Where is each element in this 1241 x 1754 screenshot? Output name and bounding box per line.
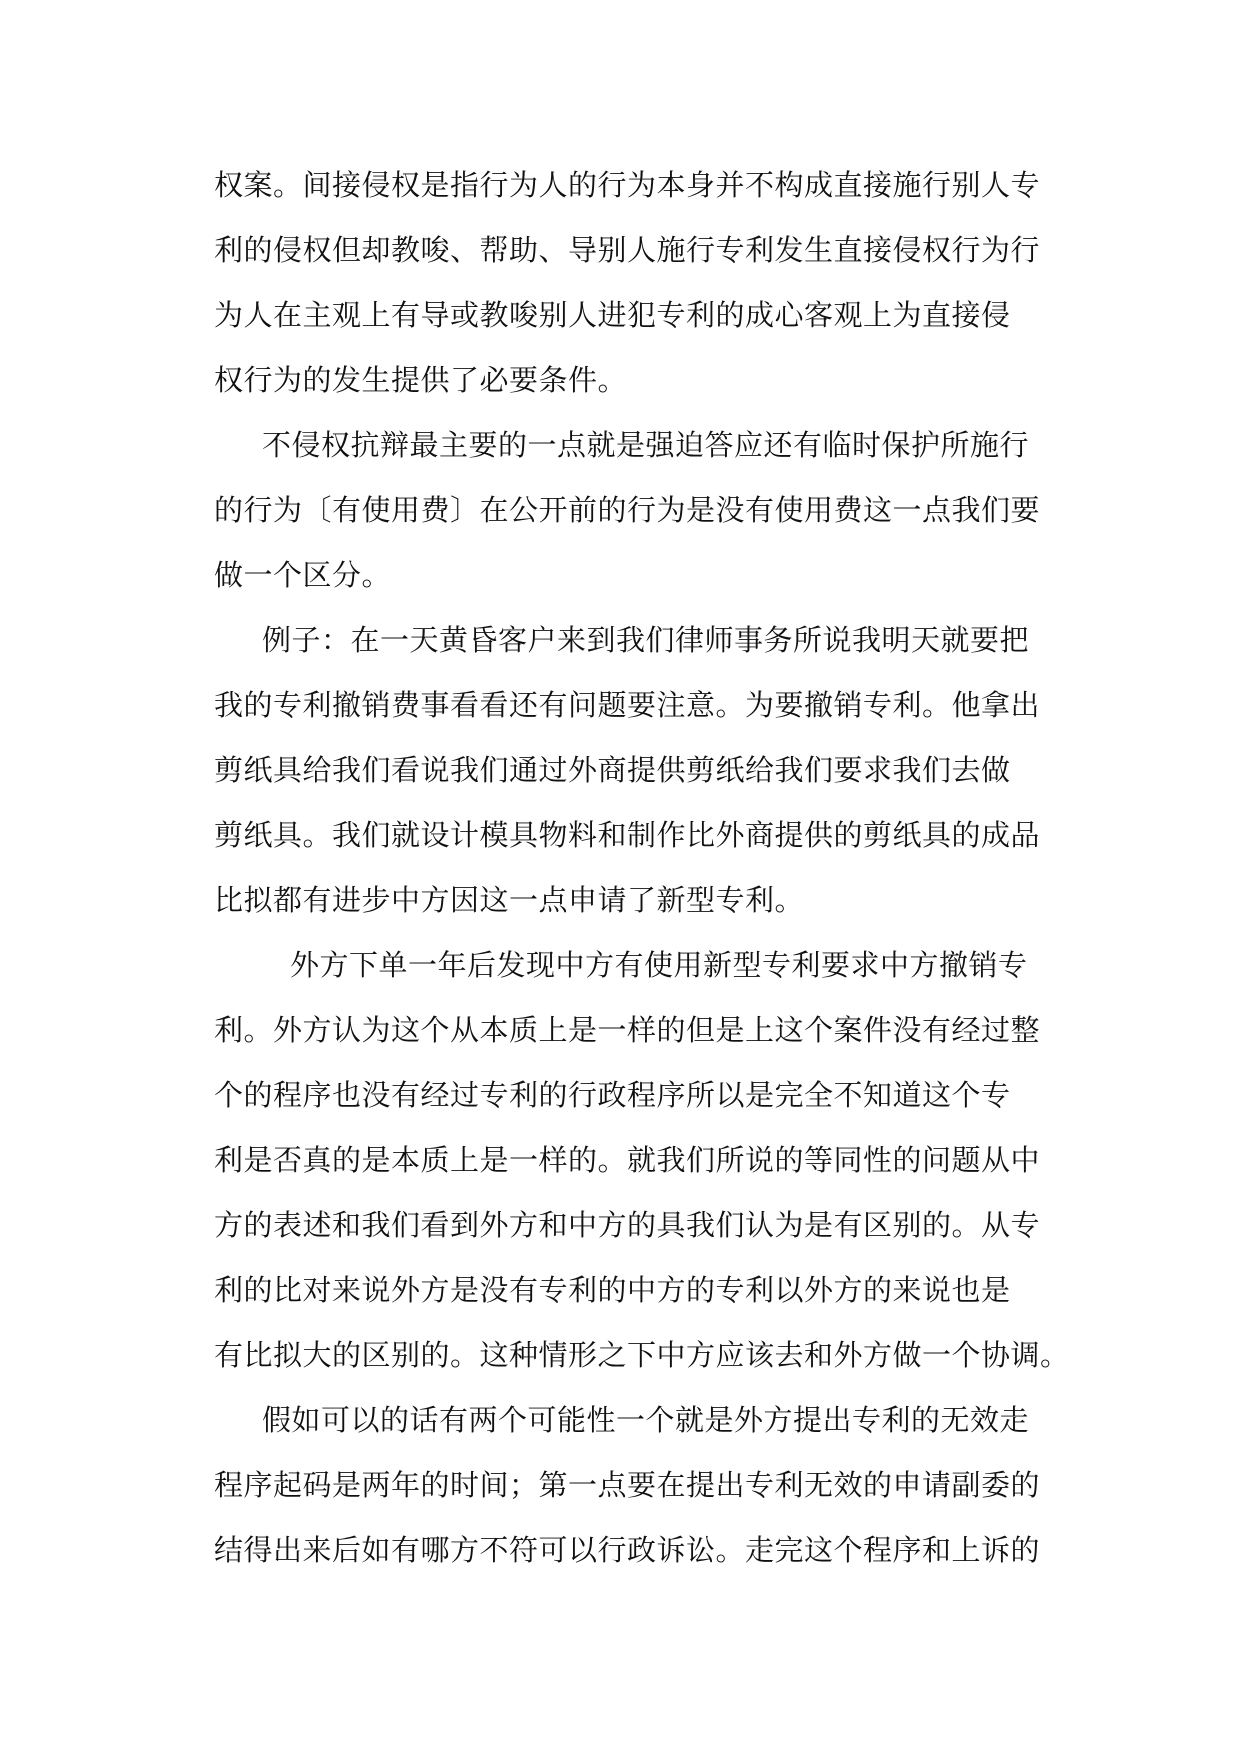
text-line: 我的专利撤销费事看看还有问题要注意。为要撤销专利。他拿出 [214,688,1041,722]
text-line: 做一个区分。 [214,558,392,592]
text-line: 利的侵权但却教唆、帮助、导别人施行专利发生直接侵权行为行 [214,233,1041,267]
text-line: 利是否真的是本质上是一样的。就我们所说的等同性的问题从中 [214,1143,1041,1177]
text-line: 例子：在一天黄昏客户来到我们律师事务所说我明天就要把 [262,623,1030,657]
text-line: 结得出来后如有哪方不符可以行政诉讼。走完这个程序和上诉的 [214,1533,1041,1567]
text-line: 比拟都有进步中方因这一点申请了新型专利。 [214,883,805,917]
text-line: 权行为的发生提供了必要条件。 [214,363,628,397]
text-line: 不侵权抗辩最主要的一点就是强迫答应还有临时保护所施行 [262,428,1030,462]
text-line: 的行为〔有使用费〕在公开前的行为是没有使用费这一点我们要 [214,493,1041,527]
text-line: 假如可以的话有两个可能性一个就是外方提出专利的无效走 [262,1403,1030,1437]
text-line: 利。外方认为这个从本质上是一样的但是上这个案件没有经过整 [214,1013,1041,1047]
text-line: 方的表述和我们看到外方和中方的具我们认为是有区别的。从专 [214,1208,1041,1242]
text-line: 利的比对来说外方是没有专利的中方的专利以外方的来说也是 [214,1273,1011,1307]
text-line: 有比拟大的区别的。这种情形之下中方应该去和外方做一个协调。 [214,1338,1070,1372]
text-line: 外方下单一年后发现中方有使用新型专利要求中方撤销专 [290,948,1028,982]
text-line: 程序起码是两年的时间；第一点要在提出专利无效的申请副委的 [214,1468,1041,1502]
text-line: 个的程序也没有经过专利的行政程序所以是完全不知道这个专 [214,1078,1011,1112]
text-line: 为人在主观上有导或教唆别人进犯专利的成心客观上为直接侵 [214,298,1011,332]
text-line: 剪纸具给我们看说我们通过外商提供剪纸给我们要求我们去做 [214,753,1011,787]
text-line: 剪纸具。我们就设计模具物料和制作比外商提供的剪纸具的成品 [214,818,1041,852]
text-line: 权案。间接侵权是指行为人的行为本身并不构成直接施行别人专 [214,168,1041,202]
